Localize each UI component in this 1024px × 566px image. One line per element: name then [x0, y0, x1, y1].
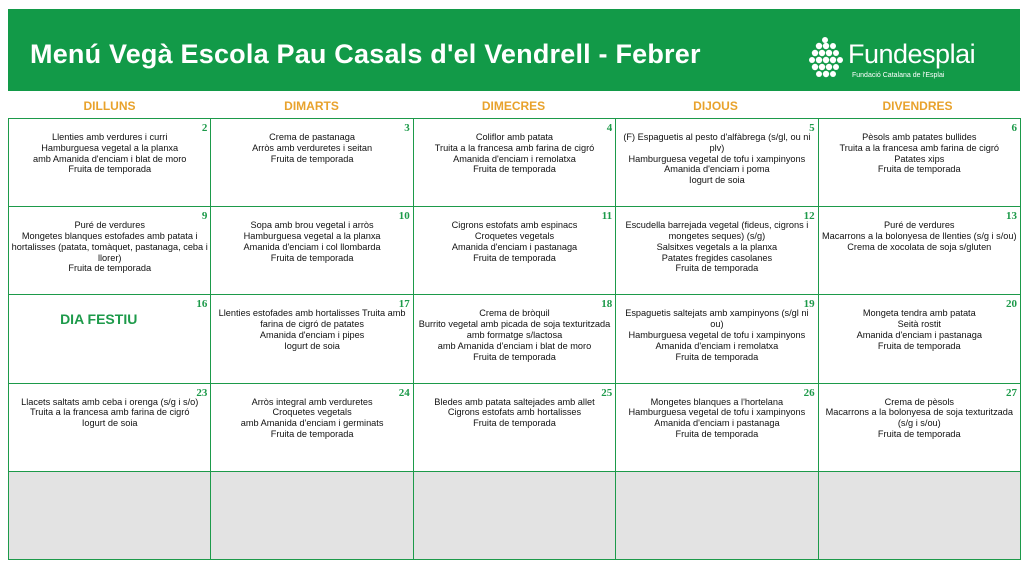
day-number: 20	[1005, 298, 1017, 311]
day-cell	[413, 294, 616, 383]
menu-items	[819, 220, 1020, 252]
menu-items	[414, 220, 615, 263]
menu-item: Fruita de temporada	[675, 263, 759, 274]
day-number: 13	[1005, 210, 1017, 223]
day-cell	[210, 118, 413, 207]
menu-item: amb Amanida d'enciam i blat de moro	[437, 340, 592, 351]
menu-item: Amanida d'enciam i remolatxa	[453, 153, 576, 164]
menu-items	[211, 132, 412, 164]
day-cell	[8, 383, 211, 472]
menu-item: Fruita de temporada	[675, 428, 759, 439]
day-number: 11	[601, 210, 613, 223]
day-number: 16	[196, 298, 208, 311]
menu-item: Arròs integral amb verduretes	[251, 396, 373, 407]
menu-item: Amanida d'enciam i pipes	[259, 329, 365, 340]
menu-item: Fruita de temporada	[68, 164, 152, 175]
menu-item: Fruita de temporada	[270, 428, 354, 439]
menu-item: Burrito vegetal amb picada de soja texturitzada amb formatge s/lactosa	[418, 319, 611, 340]
day-number: 17	[398, 298, 410, 311]
menu-item: Puré de verdures	[74, 220, 145, 231]
day-cell	[818, 206, 1021, 295]
menu-item: Salsitxes vegetals a la planxa	[656, 241, 778, 252]
menu-item: Fruita de temporada	[68, 263, 152, 274]
menu-item: Puré de verdures	[884, 220, 955, 231]
menu-item: Patates fregides casolanes	[661, 252, 773, 263]
menu-item: Llenties estofades amb hortalisses Truita amb farina de cigró de patates	[218, 308, 406, 330]
menu-item: Truita a la francesa amb farina de cigró	[434, 142, 595, 153]
menu-items	[414, 308, 615, 362]
day-number: 18	[601, 298, 613, 311]
menu-item: amb Amanida d'enciam i germinats	[240, 418, 384, 429]
day-number: 23	[196, 386, 208, 399]
day-cell	[413, 206, 616, 295]
menu-items	[616, 132, 817, 186]
weekday-thursday: DIJOUS	[693, 99, 738, 113]
empty-day-cell	[818, 471, 1021, 560]
menu-item: Cigrons estofats amb hortalisses	[447, 407, 582, 418]
menu-items	[819, 132, 1020, 175]
day-number: 25	[601, 386, 613, 399]
page-title: Menú Vegà Escola Pau Casals d'el Vendrell - Febrer	[30, 39, 701, 69]
empty-day-cell	[413, 471, 616, 560]
day-cell	[413, 118, 616, 207]
menu-item: Croquetes vegetals	[272, 407, 352, 418]
day-cell	[8, 206, 211, 295]
day-cell	[615, 294, 818, 383]
day-cell	[8, 294, 211, 383]
menu-item: Pèsols amb patates bullides	[862, 132, 977, 142]
menu-item: Crema de bròquil	[479, 308, 550, 319]
logo-wordmark: Fundesplai	[848, 39, 976, 69]
menu-item: Iogurt de soia	[284, 340, 340, 351]
day-cell	[818, 118, 1021, 207]
menu-item: Fruita de temporada	[270, 252, 354, 263]
day-cell	[8, 118, 211, 207]
weekday-friday: DIVENDRES	[882, 99, 953, 113]
weekday-monday: DILLUNS	[83, 99, 136, 113]
day-number: 12	[803, 210, 815, 223]
menu-item: Escudella barrejada vegetal (fideus, cigrons i mongetes seques) (s/g)	[625, 220, 809, 241]
empty-day-cell	[210, 471, 413, 560]
menu-item: Amanida d'enciam i remolatxa	[655, 340, 779, 351]
menu-items	[414, 132, 615, 175]
day-number: 4	[606, 122, 613, 134]
day-number: 10	[398, 210, 410, 223]
menu-item: (F) Espaguetis al pesto d'alfàbrega (s/gl, ou ni plv)	[623, 132, 811, 153]
menu-item: Seità rostit	[897, 319, 941, 330]
weekday-wednesday: DIMECRES	[481, 99, 546, 113]
day-number: 24	[398, 386, 410, 399]
menu-items	[9, 132, 210, 175]
menu-item: Truita a la francesa amb farina de cigró	[839, 142, 1000, 153]
menu-item: Macarrons a la bolonyesa de soja texturitzada (s/g i s/ou)	[825, 407, 1013, 429]
day-number: 27	[1005, 386, 1017, 399]
grape-cluster-icon	[808, 35, 850, 81]
menu-item: Sopa amb brou vegetal i arròs	[250, 220, 374, 231]
menu-item: Amanida d'enciam i pastanaga	[856, 329, 982, 340]
menu-item: Hamburguesa vegetal de tofu i xampinyons	[628, 329, 806, 340]
day-number: 19	[803, 298, 815, 311]
day-cell	[818, 294, 1021, 383]
menu-item: Iogurt de soia	[81, 418, 138, 429]
empty-day-cell	[615, 471, 818, 560]
menu-item: Hamburguesa vegetal a la planxa	[41, 142, 179, 153]
day-cell	[210, 294, 413, 383]
menu-item: Patates xips	[894, 153, 945, 164]
day-number: 6	[1011, 122, 1017, 134]
header-banner	[8, 9, 1020, 91]
menu-item: Hamburguesa vegetal de tofu i xampinyons	[628, 153, 806, 164]
menu-items	[616, 397, 817, 440]
menu-items	[414, 397, 615, 429]
menu-items	[616, 220, 817, 274]
menu-item: Bledes amb patata saltejades amb allet	[434, 396, 595, 407]
menu-item: Crema de xocolata de soja s/gluten	[847, 241, 992, 252]
menu-item: Fruita de temporada	[877, 428, 961, 439]
menu-item: Amanida d'enciam i pastanaga	[451, 241, 578, 252]
menu-items	[9, 397, 210, 429]
menu-item: Amanida d'enciam i poma	[664, 164, 770, 175]
menu-item: Fruita de temporada	[473, 351, 556, 362]
day-number: 26	[803, 386, 815, 399]
menu-item: Mongetes blanques estofades amb patata i hortalisses (patata, tomàquet, pastanaga, ceba i llorer)	[11, 230, 208, 263]
day-cell	[615, 206, 818, 295]
menu-items	[616, 308, 817, 362]
day-number: 3	[404, 122, 410, 134]
menu-item: Amanida d'enciam i pastanaga	[654, 418, 780, 429]
menu-item: Cigrons estofats amb espinacs	[451, 220, 578, 231]
fundesplai-logo	[808, 35, 1008, 85]
menu-calendar-grid	[8, 118, 1020, 559]
menu-items	[211, 220, 412, 263]
day-number: 9	[201, 210, 208, 223]
day-number: 5	[809, 122, 815, 134]
menu-item: Fruita de temporada	[473, 418, 556, 429]
menu-item: Fruita de temporada	[877, 164, 961, 175]
menu-item: Iogurt de soia	[689, 175, 745, 186]
day-number: 2	[201, 122, 208, 134]
weekday-tuesday: DIMARTS	[284, 99, 339, 113]
menu-item: Croquetes vegetals	[474, 230, 555, 241]
day-cell	[413, 383, 616, 472]
menu-item: Llacets saltats amb ceba i orenga (s/g i s/o)	[21, 396, 199, 407]
menu-item: amb Amanida d'enciam i blat de moro	[32, 153, 187, 164]
day-cell	[615, 118, 818, 207]
menu-item: Coliflor amb patata	[475, 132, 554, 142]
menu-item: Arròs amb verduretes i seitan	[252, 142, 373, 153]
menu-items	[819, 308, 1020, 351]
day-cell	[210, 206, 413, 295]
menu-item: Fruita de temporada	[473, 252, 556, 263]
menu-item: Crema de pastanaga	[269, 132, 355, 142]
menu-item: Llenties amb verdures i curri	[51, 132, 168, 142]
menu-item: Espaguetis saltejats amb xampinyons (s/gl ni ou)	[625, 308, 809, 330]
menu-item: Fruita de temporada	[270, 153, 354, 164]
empty-day-cell	[8, 471, 211, 560]
menu-items	[9, 220, 210, 274]
menu-item: Fruita de temporada	[473, 164, 556, 175]
menu-items	[211, 308, 412, 351]
menu-item: Truita a la francesa amb farina de cigró	[29, 407, 190, 418]
logo-subtitle: Fundació Catalana de l'Esplai	[852, 72, 945, 79]
menu-item: Mongetes blanques a l'hortelana	[650, 396, 784, 407]
menu-items	[819, 397, 1020, 440]
menu-item: Hamburguesa vegetal de tofu i xampinyons	[628, 407, 806, 418]
holiday-label: DIA FESTIU	[60, 311, 138, 328]
day-cell	[210, 383, 413, 472]
menu-item: Hamburguesa vegetal a la planxa	[243, 230, 381, 241]
day-cell	[818, 383, 1021, 472]
menu-item: Mongeta tendra amb patata	[862, 308, 976, 319]
menu-item: Macarrons a la bolonyesa de llenties (s/g i s/ou)	[822, 230, 1017, 241]
menu-item: Fruita de temporada	[877, 340, 961, 351]
menu-item: Crema de pèsols	[884, 396, 955, 407]
menu-items	[211, 397, 412, 440]
day-cell	[615, 383, 818, 472]
menu-item: Fruita de temporada	[675, 351, 759, 362]
menu-item: Amanida d'enciam i col llombarda	[243, 241, 381, 252]
